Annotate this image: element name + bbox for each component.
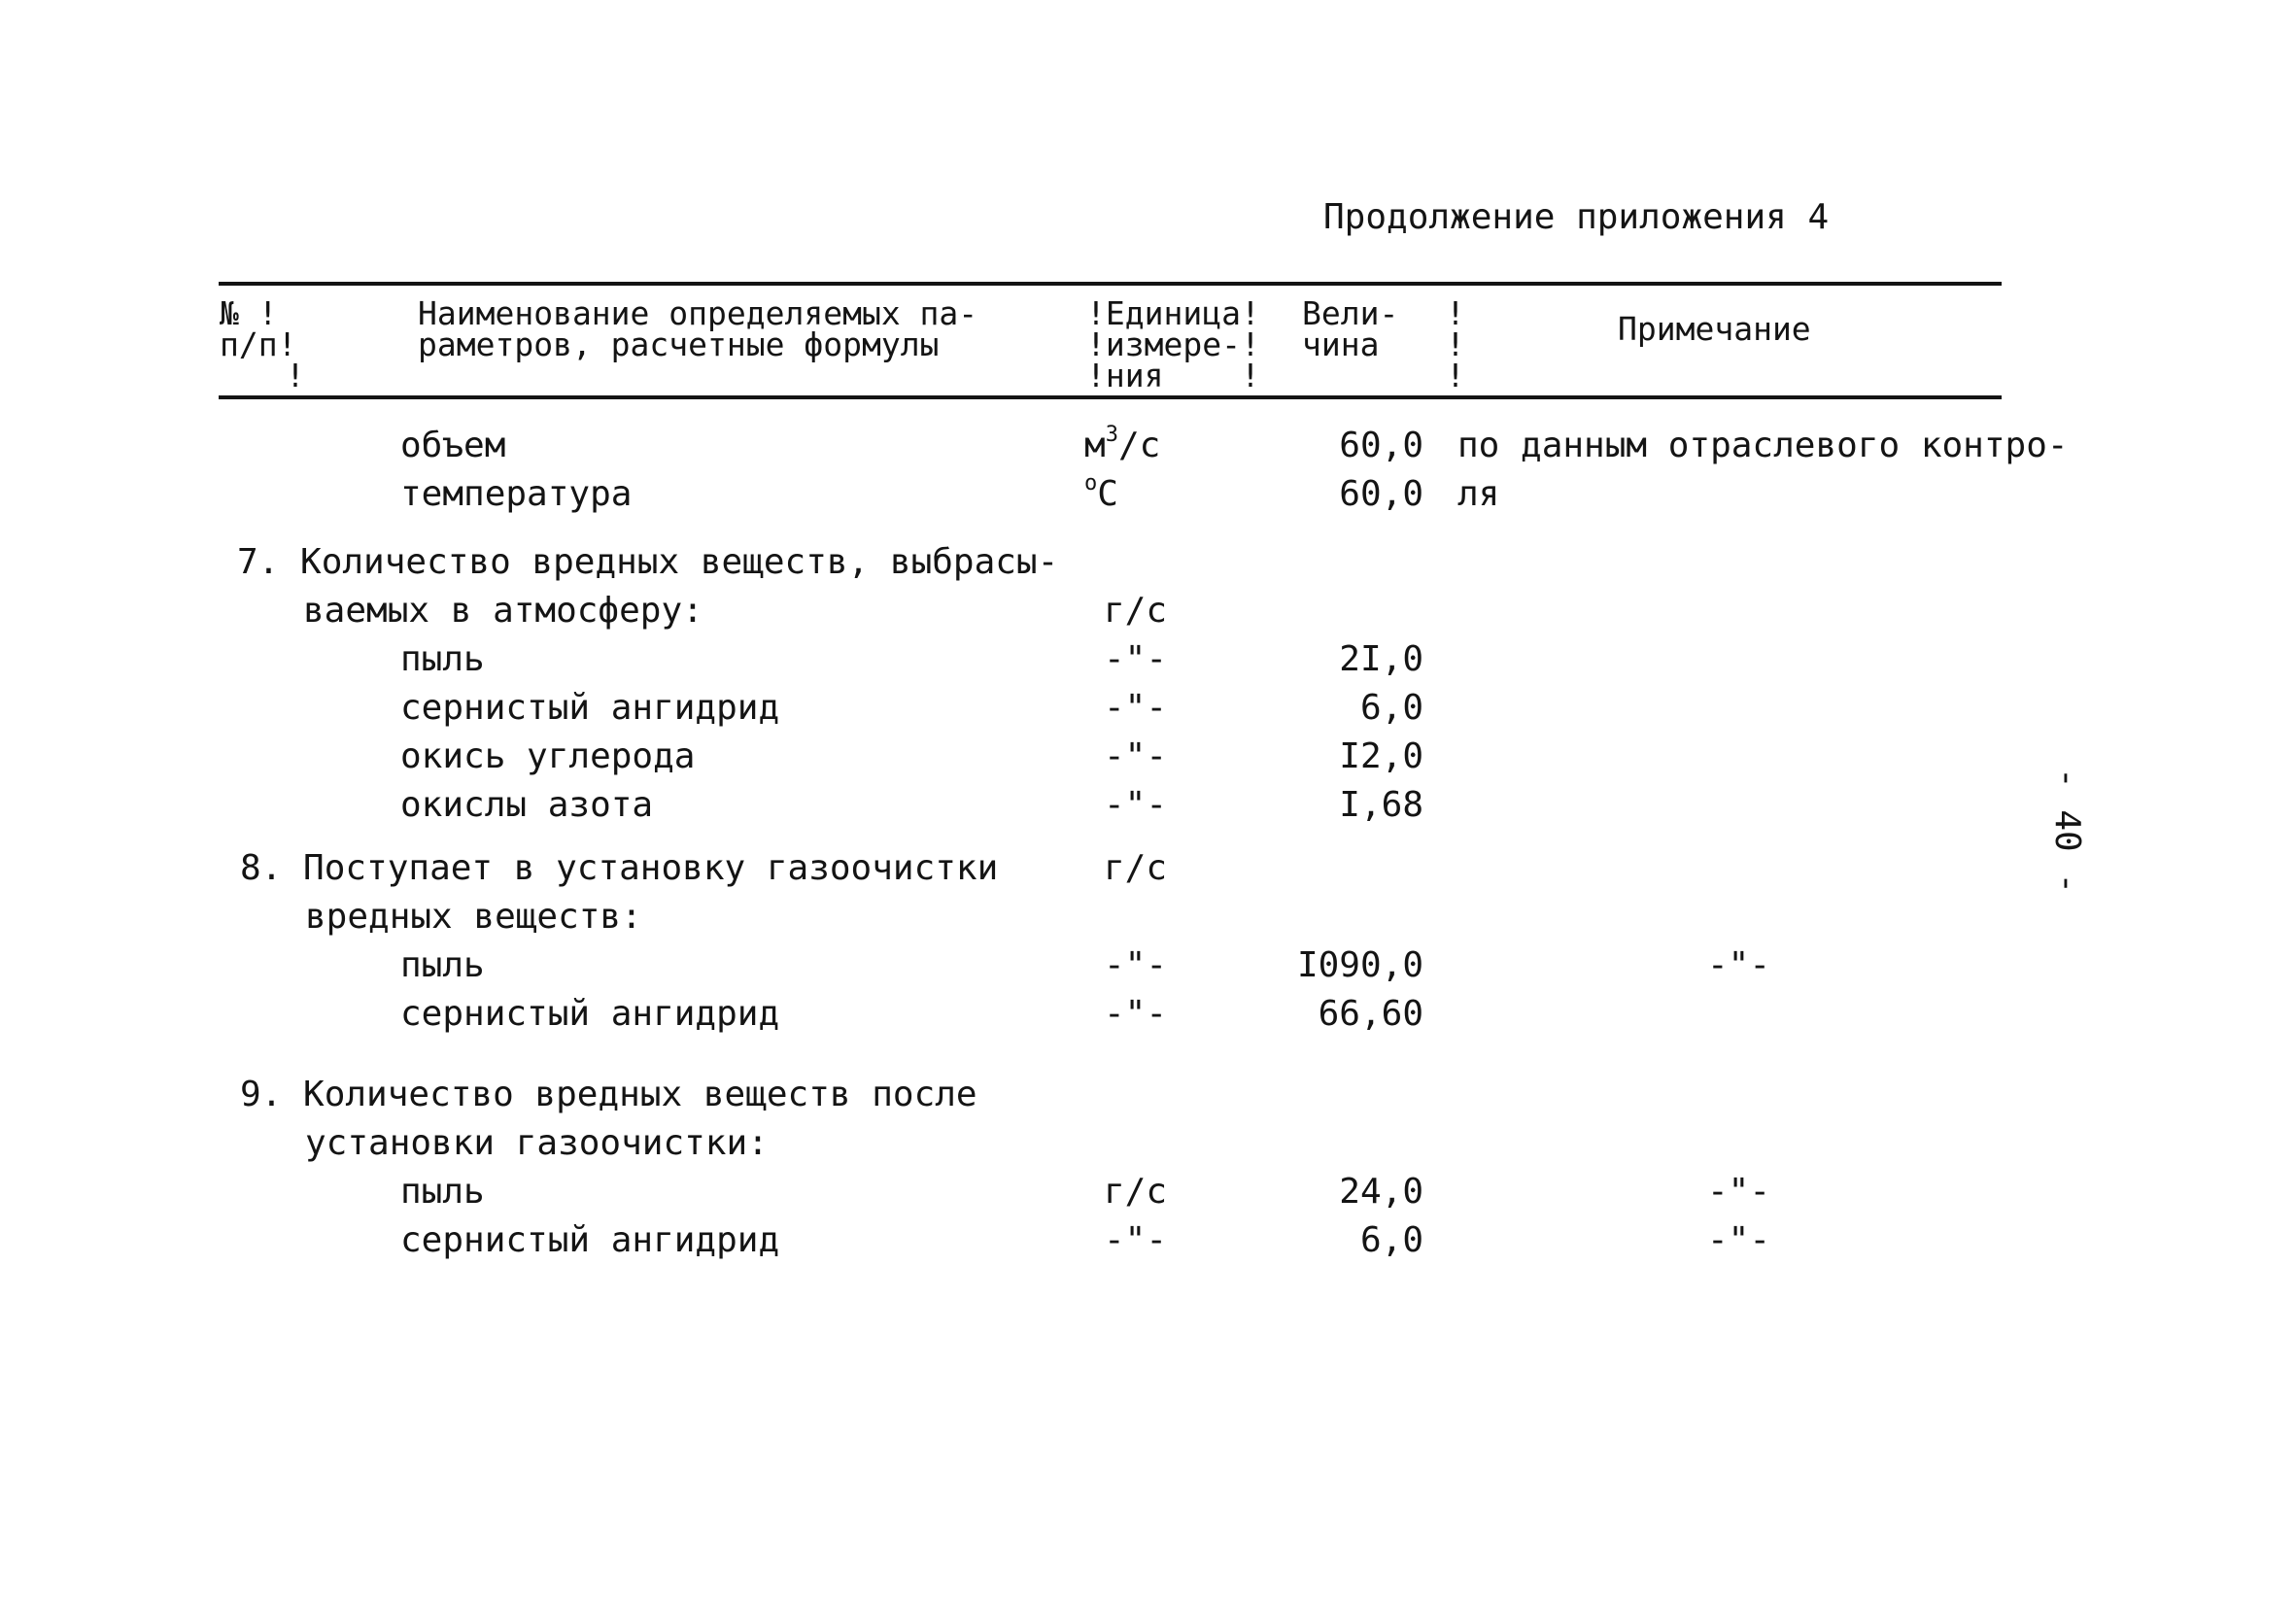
header-num-line2: п/п! — [220, 325, 297, 363]
row-name: окись углерода — [400, 736, 696, 776]
row-name: объем — [400, 426, 506, 465]
header-name — [418, 294, 978, 363]
row-unit: $^о$С — [1084, 471, 1118, 514]
row-note: по данным отраслевого контро- — [1457, 426, 2069, 465]
row-name: 8. Поступает в установку газоочистки — [240, 848, 999, 888]
header-separator — [1446, 294, 1465, 394]
row-name: окислы азота — [400, 785, 654, 825]
header-sep-2: ! — [1446, 325, 1465, 363]
row-unit: г/с — [1104, 848, 1168, 888]
header-unit — [1086, 294, 1260, 394]
row-name: пыль — [400, 945, 485, 985]
row-note: -"- — [1707, 1172, 1771, 1212]
row-note: -"- — [1707, 1220, 1771, 1260]
page-title: Продолжение приложения 4 — [1323, 197, 1830, 237]
row-unit: -"- — [1104, 785, 1168, 825]
row-unit: г/с — [1104, 591, 1168, 631]
header-unit-line1: !Единица! — [1086, 294, 1260, 332]
row-value: 60,0 — [1339, 474, 1423, 514]
page-number: - 40 - — [2047, 768, 2087, 895]
row-name: ваемых в атмосферу: — [303, 591, 703, 631]
row-unit: -"- — [1104, 688, 1168, 728]
header-name-line1: Наименование определяемых па- — [418, 294, 978, 332]
row-value: 6,0 — [1359, 688, 1423, 728]
row-unit: -"- — [1104, 639, 1168, 679]
row-value: 6,0 — [1359, 1220, 1423, 1260]
header-num-line3: ! — [286, 357, 305, 394]
row-name: 7. Количество вредных веществ, выбрасы- — [237, 542, 1059, 582]
row-name: сернистый ангидрид — [400, 1220, 780, 1260]
header-bottom-rule — [219, 395, 2002, 399]
header-unit-line2: !измере-! — [1086, 325, 1260, 363]
row-name: сернистый ангидрид — [400, 688, 780, 728]
header-sep-3: ! — [1446, 357, 1465, 394]
header-sep-1: ! — [1446, 294, 1465, 332]
row-value: 60,0 — [1339, 426, 1423, 465]
row-name: пыль — [400, 639, 485, 679]
header-value-line1: Вели- — [1302, 294, 1399, 332]
row-value: 66,60 — [1318, 994, 1423, 1034]
row-value: 2I,0 — [1339, 639, 1423, 679]
header-value-line2: чина — [1302, 325, 1380, 363]
header-note: Примечание — [1618, 310, 1811, 348]
row-name: сернистый ангидрид — [400, 994, 780, 1034]
header-num — [220, 294, 305, 394]
row-unit: -"- — [1104, 736, 1168, 776]
row-name: вредных веществ: — [305, 897, 642, 937]
row-name: температура — [400, 474, 633, 514]
row-unit: $м^3/с$ — [1084, 423, 1161, 465]
row-unit: г/с — [1104, 1172, 1168, 1212]
row-value: I090,0 — [1296, 945, 1423, 985]
row-unit: -"- — [1104, 1220, 1168, 1260]
row-note: ля — [1457, 474, 1500, 514]
header-name-line2: раметров, расчетные формулы — [418, 325, 940, 363]
row-name: установки газоочистки: — [305, 1123, 769, 1163]
row-unit: -"- — [1104, 945, 1168, 985]
row-value: I,68 — [1339, 785, 1423, 825]
row-value: I2,0 — [1339, 736, 1423, 776]
row-value: 24,0 — [1339, 1172, 1423, 1212]
row-note: -"- — [1707, 945, 1771, 985]
row-name: пыль — [400, 1172, 485, 1212]
row-name: 9. Количество вредных веществ после — [240, 1075, 977, 1114]
header-value — [1302, 294, 1399, 363]
header-num-line1: № ! — [220, 294, 278, 332]
row-unit: -"- — [1104, 994, 1168, 1034]
table-top-rule — [219, 282, 2002, 286]
header-unit-line3: !ния ! — [1086, 357, 1260, 394]
